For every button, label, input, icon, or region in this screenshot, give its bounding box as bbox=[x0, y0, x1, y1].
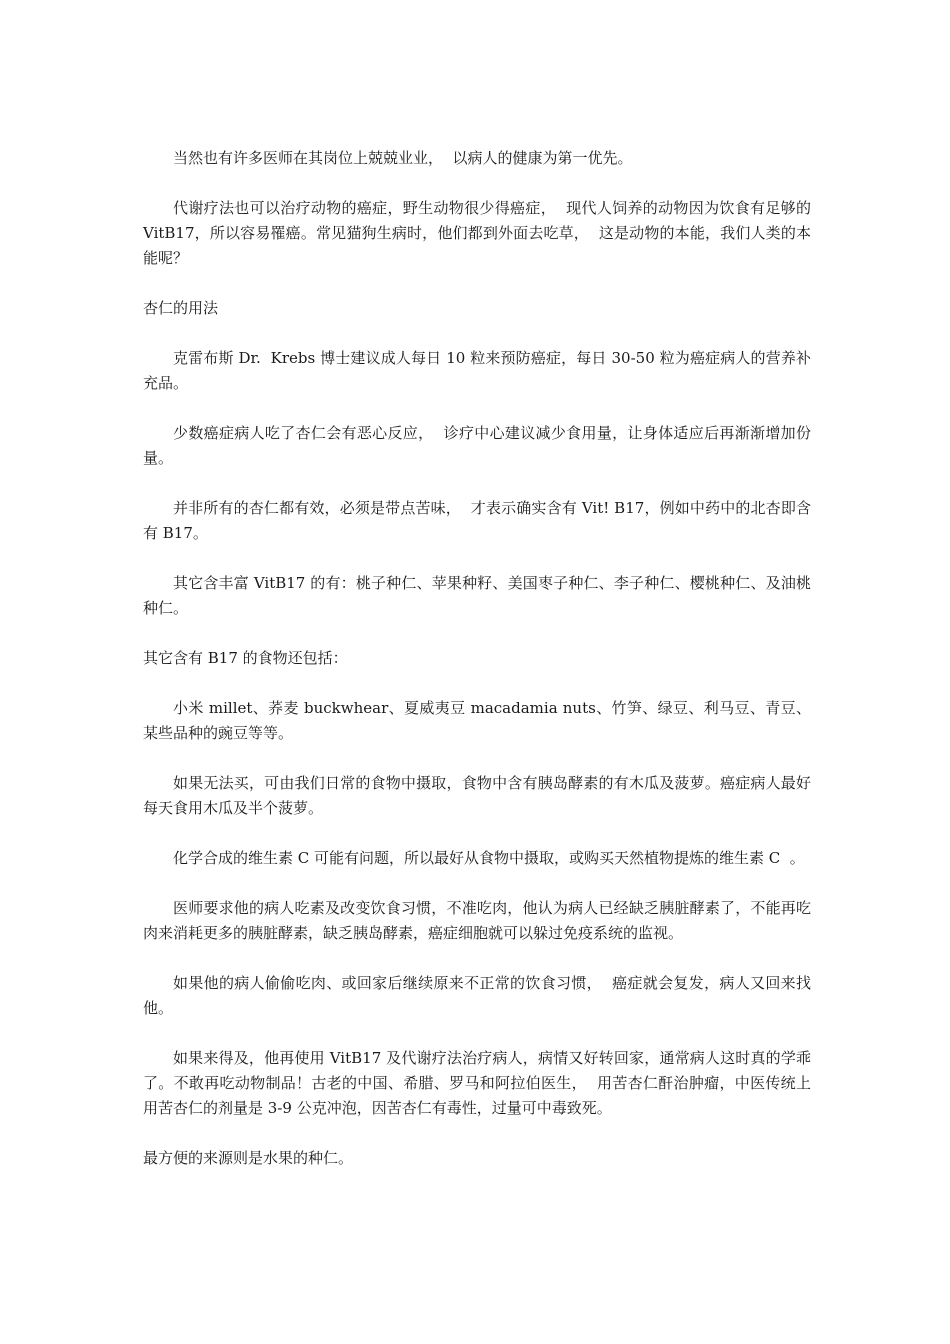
paragraph-bitter-almonds: 并非所有的杏仁都有效，必须是带点苦味， 才表示确实含有 Vit! B17，例如中药中的北杏即含有 B17。 bbox=[143, 499, 811, 542]
paragraph-fruit-kernels: 最方便的来源则是水果的种仁。 bbox=[143, 1149, 354, 1167]
paragraph-b17-seed-sources: 其它含丰富 VitB17 的有：桃子种仁、苹果种籽、美国枣子种仁、李子种仁、樱桃种仁、及油桃种仁。 bbox=[143, 574, 811, 617]
paragraph-krebs-dosage: 克雷布斯 Dr. Krebs 博士建议成人每日 10 粒来预防癌症，每日 30-50 粒为癌症病人的营养补充品。 bbox=[143, 349, 811, 392]
paragraph-vegetarian-diet: 医师要求他的病人吃素及改变饮食习惯，不准吃肉，他认为病人已经缺乏胰脏酵素了，不能再吃肉来消耗更多的胰脏酵素，缺乏胰岛酵素，癌症细胞就可以躲过免疫系统的监视。 bbox=[143, 899, 811, 942]
paragraph-ancient-treatment: 如果来得及，他再使用 VitB17 及代谢疗法治疗病人，病情又好转回家，通常病人这时真的学乖了。不敢再吃动物制品！古老的中国、希腊、罗马和阿拉伯医生， 用苦杏仁酐治肿瘤，中医传统上用苦杏仁的剂量是 3-9 公克冲泡，因苦杏仁有毒性，过量可中毒致死。 bbox=[143, 1049, 811, 1117]
paragraph-nausea-reaction: 少数癌症病人吃了杏仁会有恶心反应， 诊疗中心建议减少食用量，让身体适应后再渐渐增加份量。 bbox=[143, 424, 811, 467]
document-page bbox=[143, 146, 816, 1196]
paragraph-vitamin-c: 化学合成的维生素 C 可能有问题，所以最好从食物中摄取，或购买天然植物提炼的维生素 C 。 bbox=[173, 849, 805, 867]
paragraph-b17-food-list: 小米 millet、荞麦 buckwhear、夏威夷豆 macadamia nuts、竹笋、绿豆、利马豆、青豆、某些品种的豌豆等等。 bbox=[143, 699, 811, 742]
paragraph-doctors-dedication: 当然也有许多医师在其岗位上兢兢业业， 以病人的健康为第一优先。 bbox=[173, 149, 633, 167]
section-heading-almond-usage: 杏仁的用法 bbox=[143, 299, 219, 317]
paragraph-animal-cancer: 代谢疗法也可以治疗动物的癌症，野生动物很少得癌症， 现代人饲养的动物因为饮食有足够的 VitB17，所以容易罹癌。常见猫狗生病时，他们都到外面去吃草， 这是动物的本能，我们人类的本能呢？ bbox=[143, 199, 816, 267]
paragraph-relapse: 如果他的病人偷偷吃肉、或回家后继续原来不正常的饮食习惯， 癌症就会复发，病人又回来找他。 bbox=[143, 974, 811, 1017]
paragraph-enzyme-foods: 如果无法买，可由我们日常的食物中摄取，食物中含有胰岛酵素的有木瓜及菠萝。癌症病人最好每天食用木瓜及半个菠萝。 bbox=[143, 774, 811, 817]
paragraph-other-b17-foods-intro: 其它含有 B17 的食物还包括： bbox=[143, 649, 348, 667]
